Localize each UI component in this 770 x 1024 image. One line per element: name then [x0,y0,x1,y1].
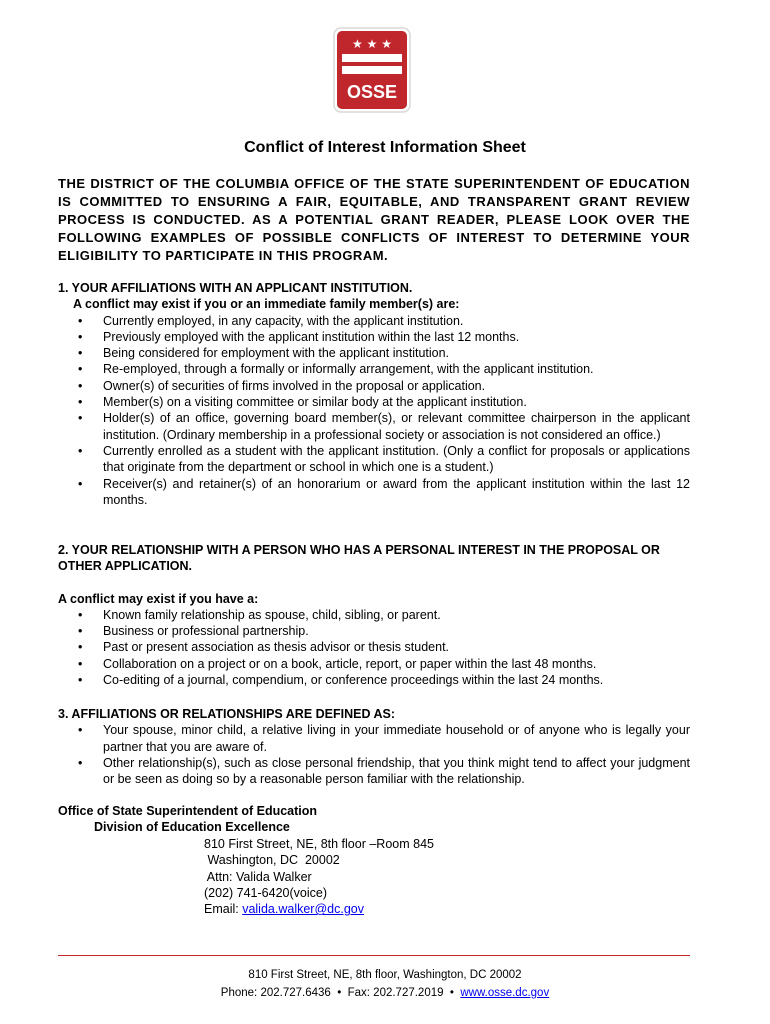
bullet-separator: • [449,987,454,999]
list-item: • Member(s) on a visiting committee or similar body at the applicant institution. [58,394,690,410]
address-phone: (202) 741-6420(voice) [204,885,327,900]
list-item: • Receiver(s) and retainer(s) of an honorarium or award from the applicant institution within the last 12 months. [58,476,690,509]
section-subheading: A conflict may exist if you have a: [58,591,259,606]
email-link[interactable]: valida.walker@dc.gov [242,902,364,917]
list-item: • Known family relationship as spouse, child, sibling, or parent. [58,607,690,623]
section-heading: 1. YOUR AFFILIATIONS WITH AN APPLICANT INSTITUTION. [58,281,413,295]
office-division: Division of Education Excellence [94,820,290,835]
list-item: • Being considered for employment with the applicant institution. [58,345,690,361]
list-item: • Co-editing of a journal, compendium, or conference proceedings within the last 24 months. [58,672,690,688]
affiliations-list [58,313,690,509]
list-item: • Past or present association as thesis advisor or thesis student. [58,639,690,655]
list-item: • Business or professional partnership. [58,623,690,639]
list-item: • Your spouse, minor child, a relative living in your immediate household or of anyone who is legally your partner that you are aware of. [58,722,690,755]
relationship-list [58,607,690,688]
list-item: • Re-employed, through a formally or informally arrangement, with the applicant institution. [58,361,690,377]
section-relationship [58,542,690,688]
footer-website-link[interactable]: www.osse.dc.gov [460,987,550,999]
list-item: • Currently enrolled as a student with the applicant institution. (Only a conflict for proposals or applications that originate from the department or school in which one is a student.) [58,443,690,476]
section-affiliations [58,280,690,508]
footer-divider [58,955,690,956]
footer-contact-row [0,984,770,1002]
list-item: • Owner(s) of securities of firms involved in the proposal or application. [58,378,690,394]
address-attn: Attn: Valida Walker [204,869,312,884]
intro-paragraph: THE DISTRICT OF THE COLUMBIA OFFICE OF THE STATE SUPERINTENDENT OF EDUCATION IS COMMITTED TO ENSURING A FAIR, EQUITABLE, AND TRANSPARENT GRANT REVIEW PROCESS IS CONDUCTED. AS A POTENTIAL GRANT READER, PLEASE LOOK OVER THE FOLLOWING EXAMPLES OF POSSIBLE CONFLICTS OF INTEREST TO DETERMINE YOUR ELIGIBILITY TO PARTICIPATE IN THIS PROGRAM. [58,176,690,263]
email-label: Email: [204,902,243,917]
osse-logo [333,27,411,113]
page-footer [0,966,770,1002]
page-title: Conflict of Interest Information Sheet [244,139,526,156]
section-heading: 3. AFFILIATIONS OR RELATIONSHIPS ARE DEFINED AS: [58,707,396,721]
list-item: • Currently employed, in any capacity, with the applicant institution. [58,313,690,329]
footer-fax: Fax: 202.727.2019 [347,987,444,999]
bullet-separator: • [337,987,342,999]
address-street: 810 First Street, NE, 8th floor –Room 845 [204,837,434,851]
footer-phone: Phone: 202.727.6436 [220,987,331,999]
contact-address [204,836,434,917]
office-block [58,803,317,836]
footer-address: 810 First Street, NE, 8th floor, Washington, DC 20002 [248,969,522,981]
list-item: • Holder(s) of an office, governing board member(s), or relevant committee chairperson in the applicant institution. (Ordinary membership in a professional society or association is not considered an office.) [58,410,690,443]
address-city: Washington, DC 20002 [204,853,340,868]
office-name: Office of State Superintendent of Education [58,804,318,818]
list-item: • Previously employed with the applicant institution within the last 12 months. [58,329,690,345]
list-item: • Collaboration on a project or on a book, article, report, or paper within the last 48 months. [58,656,690,672]
section-heading: 2. YOUR RELATIONSHIP WITH A PERSON WHO HAS A PERSONAL INTEREST IN THE PROPOSAL OR OTHER APPLICATION. [58,543,660,574]
address-email-row [204,901,434,917]
list-item: • Other relationship(s), such as close personal friendship, that you think might tend to affect your judgment or be seen as doing so by a reasonable person familiar with the relationship. [58,755,690,788]
section-subheading: A conflict may exist if you or an immediate family member(s) are: [73,297,460,312]
logo-stars: ★ ★ ★ [352,37,392,51]
definitions-list [58,722,690,787]
section-definitions [58,706,690,787]
logo-text: OSSE [346,82,398,102]
